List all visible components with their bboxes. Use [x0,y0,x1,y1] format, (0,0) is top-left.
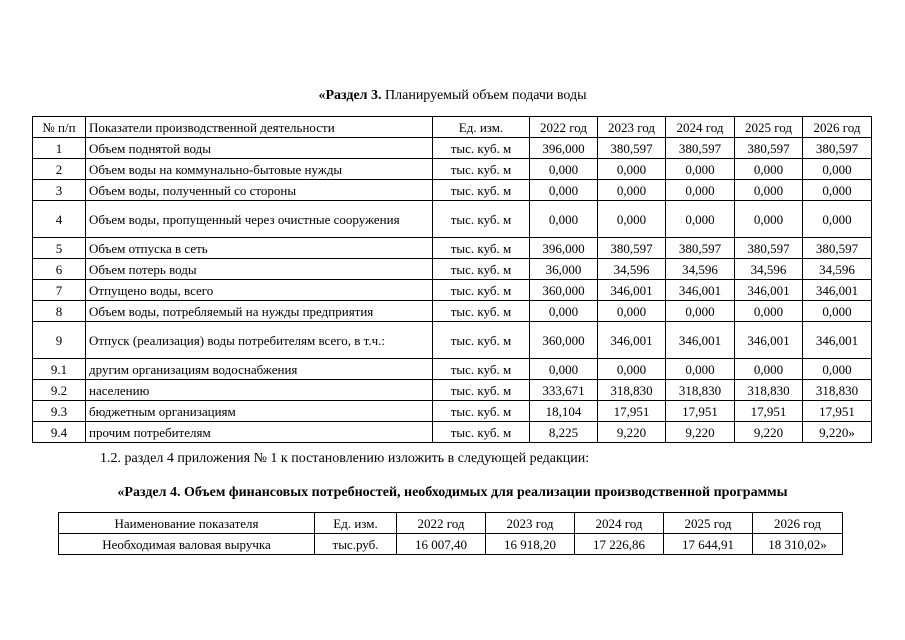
header-cell: № п/п [33,117,86,138]
value-cell: 9,220 [735,422,803,443]
table-row [59,534,843,555]
header-cell: Показатели производственной деятельности [86,117,433,138]
value-cell: 0,000 [803,180,872,201]
value-cell: 380,597 [803,238,872,259]
value-cell: 0,000 [735,201,803,238]
value-cell: 380,597 [598,138,666,159]
value-cell: 34,596 [598,259,666,280]
table-row [33,322,872,359]
table-header-row [33,117,872,138]
value-cell: 346,001 [666,280,735,301]
value-cell: 0,000 [666,359,735,380]
header-cell: Ед. изм. [433,117,530,138]
value-cell: 17,951 [803,401,872,422]
indicator-name-cell: Отпуск (реализация) воды потребителям всего, в т.ч.: [86,322,433,359]
unit-cell: тыс. куб. м [433,359,530,380]
financial-needs-table [58,512,843,555]
value-cell: 396,000 [530,238,598,259]
value-cell: 0,000 [530,180,598,201]
value-cell: 318,830 [803,380,872,401]
row-number-cell: 3 [33,180,86,201]
value-cell: 346,001 [803,280,872,301]
value-cell: 34,596 [803,259,872,280]
unit-cell: тыс. куб. м [433,322,530,359]
unit-cell: тыс. куб. м [433,238,530,259]
indicator-name-cell: населению [86,380,433,401]
value-cell: 0,000 [530,359,598,380]
value-cell: 17,951 [598,401,666,422]
value-cell: 0,000 [735,180,803,201]
unit-cell: тыс. куб. м [433,259,530,280]
value-cell: 34,596 [735,259,803,280]
value-cell: 0,000 [598,359,666,380]
value-cell: 9,220 [598,422,666,443]
value-cell: 18,104 [530,401,598,422]
value-cell: 0,000 [666,301,735,322]
value-cell: 0,000 [666,159,735,180]
value-cell: 16 918,20 [486,534,575,555]
row-number-cell: 6 [33,259,86,280]
row-number-cell: 8 [33,301,86,322]
section-4-title-prefix: «Раздел 4. [117,485,181,500]
indicator-name-cell: Отпущено воды, всего [86,280,433,301]
table-row [33,401,872,422]
section-4-title [0,485,905,501]
value-cell: 380,597 [735,238,803,259]
value-cell: 8,225 [530,422,598,443]
value-cell: 0,000 [803,359,872,380]
header-cell: Наименование показателя [59,513,315,534]
unit-cell: тыс. куб. м [433,180,530,201]
value-cell: 0,000 [735,359,803,380]
row-number-cell: 9.2 [33,380,86,401]
indicator-name-cell: Объем воды, потребляемый на нужды предприятия [86,301,433,322]
table-header-row [59,513,843,534]
section-3-title-prefix: «Раздел 3. [318,88,382,103]
value-cell: 0,000 [598,301,666,322]
value-cell: 9,220» [803,422,872,443]
value-cell: 346,001 [803,322,872,359]
value-cell: 34,596 [666,259,735,280]
table-row [33,238,872,259]
value-cell: 380,597 [735,138,803,159]
table-row [33,138,872,159]
unit-cell: тыс. куб. м [433,138,530,159]
value-cell: 333,671 [530,380,598,401]
value-cell: 318,830 [735,380,803,401]
row-number-cell: 7 [33,280,86,301]
table-row [33,201,872,238]
value-cell: 380,597 [666,138,735,159]
section-3-title-text: Планируемый объем подачи воды [381,88,587,103]
value-cell: 346,001 [666,322,735,359]
value-cell: 346,001 [735,280,803,301]
value-cell: 17 644,91 [664,534,753,555]
header-cell: 2026 год [803,117,872,138]
value-cell: 380,597 [598,238,666,259]
header-cell: 2023 год [486,513,575,534]
header-cell: 2024 год [575,513,664,534]
unit-cell: тыс. куб. м [433,380,530,401]
table-row [33,280,872,301]
indicator-name-cell: Объем воды на коммунально-бытовые нужды [86,159,433,180]
unit-cell: тыс. куб. м [433,159,530,180]
value-cell: 0,000 [598,180,666,201]
value-cell: 9,220 [666,422,735,443]
unit-cell: тыс.руб. [315,534,397,555]
value-cell: 346,001 [598,322,666,359]
table-row [33,359,872,380]
value-cell: 346,001 [735,322,803,359]
value-cell: 0,000 [735,159,803,180]
indicator-name-cell: Объем поднятой воды [86,138,433,159]
value-cell: 36,000 [530,259,598,280]
instruction-paragraph: 1.2. раздел 4 приложения № 1 к постановлению изложить в следующей редакции: [100,451,590,466]
value-cell: 318,830 [598,380,666,401]
row-number-cell: 9.1 [33,359,86,380]
value-cell: 360,000 [530,322,598,359]
value-cell: 17 226,86 [575,534,664,555]
unit-cell: тыс. куб. м [433,301,530,322]
indicator-name-cell: другим организациям водоснабжения [86,359,433,380]
value-cell: 0,000 [530,301,598,322]
indicator-name-cell: Объем отпуска в сеть [86,238,433,259]
row-number-cell: 9.4 [33,422,86,443]
header-cell: 2026 год [753,513,843,534]
header-cell: 2022 год [397,513,486,534]
value-cell: 16 007,40 [397,534,486,555]
header-cell: 2023 год [598,117,666,138]
value-cell: 17,951 [666,401,735,422]
section-4-title-text: Объем финансовых потребностей, необходимых для реализации производственной программы [180,485,788,500]
unit-cell: тыс. куб. м [433,422,530,443]
unit-cell: тыс. куб. м [433,401,530,422]
value-cell: 17,951 [735,401,803,422]
value-cell: 346,001 [598,280,666,301]
indicator-name-cell: бюджетным организациям [86,401,433,422]
value-cell: 0,000 [598,201,666,238]
row-number-cell: 1 [33,138,86,159]
header-cell: 2024 год [666,117,735,138]
value-cell: 0,000 [666,201,735,238]
row-number-cell: 9.3 [33,401,86,422]
value-cell: 0,000 [666,180,735,201]
indicator-name-cell: прочим потребителям [86,422,433,443]
value-cell: 0,000 [530,201,598,238]
value-cell: 380,597 [803,138,872,159]
row-number-cell: 2 [33,159,86,180]
section-3-title [0,88,905,104]
indicator-name-cell: Объем воды, полученный со стороны [86,180,433,201]
value-cell: 360,000 [530,280,598,301]
row-number-cell: 4 [33,201,86,238]
indicator-name-cell: Объем потерь воды [86,259,433,280]
table-row [33,301,872,322]
value-cell: 396,000 [530,138,598,159]
table-row [33,180,872,201]
header-cell: 2022 год [530,117,598,138]
value-cell: 318,830 [666,380,735,401]
unit-cell: тыс. куб. м [433,280,530,301]
value-cell: 0,000 [735,301,803,322]
value-cell: 380,597 [666,238,735,259]
header-cell: 2025 год [735,117,803,138]
value-cell: 0,000 [803,201,872,238]
value-cell: 0,000 [598,159,666,180]
table-row [33,380,872,401]
row-number-cell: 5 [33,238,86,259]
value-cell: 0,000 [530,159,598,180]
indicator-name-cell: Необходимая валовая выручка [59,534,315,555]
indicator-name-cell: Объем воды, пропущенный через очистные сооружения [86,201,433,238]
header-cell: Ед. изм. [315,513,397,534]
value-cell: 0,000 [803,301,872,322]
row-number-cell: 9 [33,322,86,359]
table-row [33,422,872,443]
water-volume-table [32,116,872,443]
value-cell: 0,000 [803,159,872,180]
unit-cell: тыс. куб. м [433,201,530,238]
value-cell: 18 310,02» [753,534,843,555]
table-row [33,259,872,280]
header-cell: 2025 год [664,513,753,534]
table-row [33,159,872,180]
